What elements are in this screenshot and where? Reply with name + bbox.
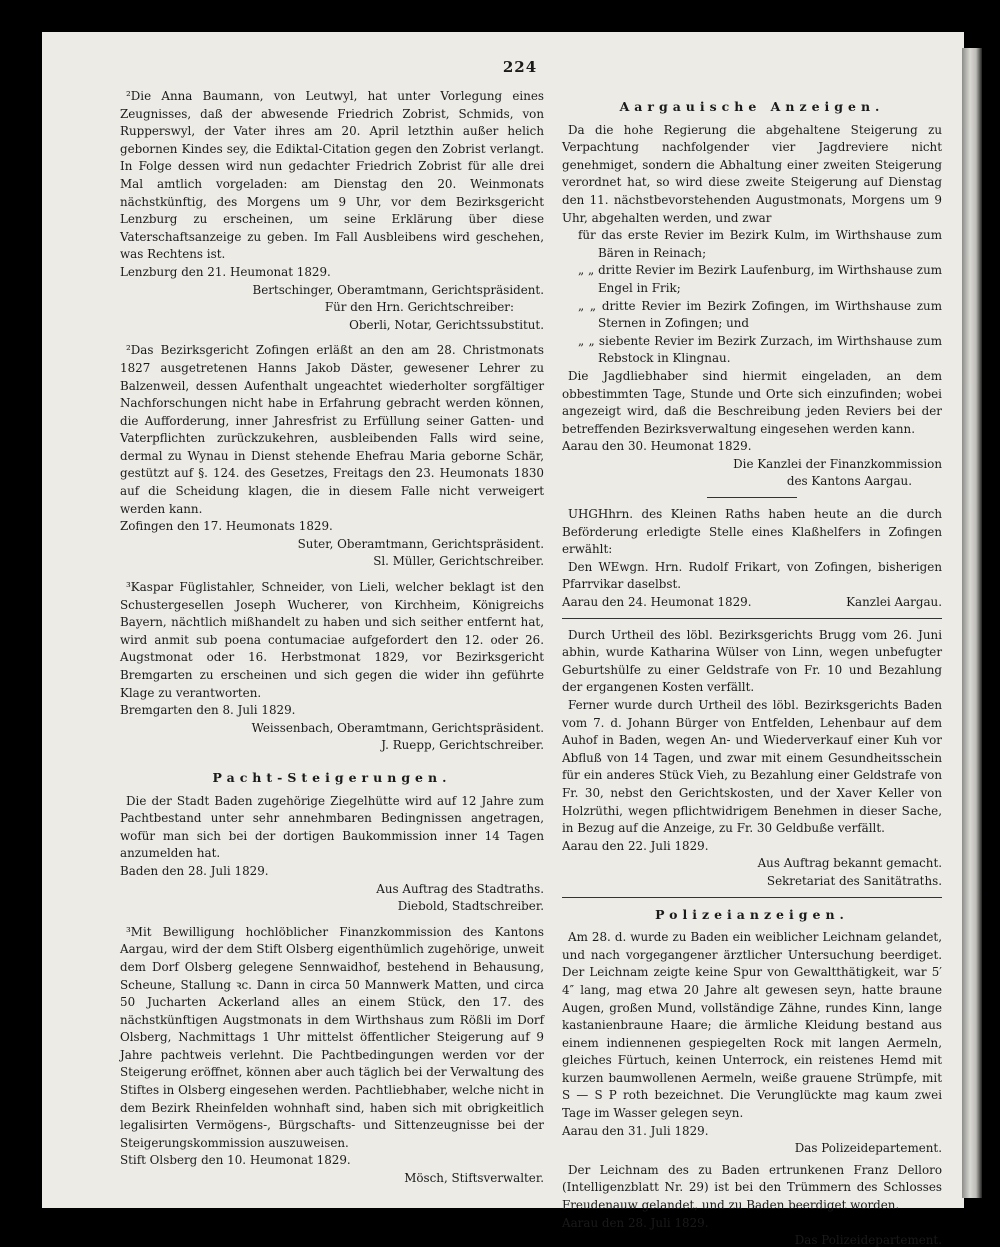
notice-text: Den WEwgn. Hrn. Rudolf Frikart, von Zofingen, bisherigen Pfarrvikar daselbst. (562, 559, 942, 592)
notice-text: Am 28. d. wurde zu Baden ein weiblicher Leichnam gelandet, und nach vorgegangener ärztlicher Untersuchung beerdiget. Der Leichnam zeigte keine Spur von Gewaltthätigkeit, war 5′ 4″ lang, mag etwa 20 Jahre alt gewesen seyn, hatte braune Augen, großen Mund, vollständige Zähne, rundes Kinn, lange kastanienbraune Haare; die ärmliche Kleidung bestand aus einem indiennenen gespiegelten Rock mit langen Aermeln, gleiches Fürtuch, keinen Unterrock, ein reistenes Hemd mit kurzen baumwollenen Aermeln, weiße grauene Strümpfe, mit S — S P roth bezeichnet. Die Verunglückte mag kaum zwei Tage im Wasser gelegen seyn. (562, 930, 942, 1121)
notice-signature: Suter, Oberamtmann, Gerichtspräsident. (297, 536, 544, 551)
notice-date: Aarau den 30. Heumonat 1829. (562, 439, 752, 454)
notice-signature: Sl. Müller, Gerichtschreiber. (373, 554, 544, 569)
notice-fueglistahler (120, 579, 544, 755)
notice-date: Lenzburg den 21. Heumonat 1829. (120, 264, 331, 279)
notice-text: ³Kaspar Füglistahler, Schneider, von Lieli, welcher beklagt ist den Schustergesellen Joseph Wucherer, von Kirchheim, Königreichs Bayern, nächtlich mißhandelt zu haben und sich seither entfernt hat, wird anmit sub poena contumaciae aufgefordert den 12. oder 26. Augstmonat oder 16. Herbstmonat 1829, vor Bezirksgericht Bremgarten zu erscheinen und sich gegen die wider ihn geführte Klage zu verantworten. (120, 580, 544, 700)
notice-signature: Das Polizeidepartement. (794, 1141, 942, 1156)
page-edge-shadow (962, 48, 982, 1198)
left-column (120, 88, 544, 1188)
notice-signature: Sekretariat des Sanitätraths. (766, 873, 942, 888)
section-heading-aargau: Aargauische Anzeigen. (619, 99, 885, 114)
notice-signature: Diebold, Stadtschreiber. (397, 899, 544, 914)
notice-text: Durch Urtheil des löbl. Bezirksgerichts Brugg vom 26. Juni abhin, wurde Katharina Wülser von Linn, wegen unbefugter Geburtshülfe zu einer Geldstrafe von Fr. 10 und Bezahlung der ergangenen Kosten verfällt. (562, 627, 942, 695)
notice-signature: Für den Hrn. Gerichtschreiber: (324, 300, 514, 315)
list-item: „ „ dritte Revier im Bezirk Zofingen, im Wirthshause zum Sternen in Zofingen; und (578, 298, 942, 331)
notice-delloro (562, 1162, 942, 1247)
notice-signature: Mösch, Stiftsverwalter. (404, 1171, 544, 1186)
list-item: „ „ dritte Revier im Bezirk Laufenburg, im Wirthshause zum Engel in Frik; (578, 263, 942, 295)
notice-date: Aarau den 28. Juli 1829. (562, 1215, 709, 1230)
divider (707, 497, 797, 498)
notice-signature: des Kantons Aargau. (786, 474, 912, 489)
notice-signature: Aus Auftrag des Stadtraths. (376, 881, 544, 896)
list-item: für das erste Revier im Bezirk Kulm, im Wirthshause zum Bären in Reinach; (578, 228, 942, 260)
notice-text: Der Leichnam des zu Baden ertrunkenen Franz Delloro (Intelligenzblatt Nr. 29) ist bei den Trümmern des Schlosses Freudenauw gelandet, und zu Baden beerdiget worden. (562, 1162, 942, 1213)
section-heading-polizei: Polizeianzeigen. (655, 906, 849, 922)
notice-leichnam (562, 929, 942, 1158)
notice-text: ²Die Anna Baumann, von Leutwyl, hat unter Vorlegung eines Zeugnisses, daß der abwesende Friedrich Zobrist, Schmids, von Rupperswyl, der Vater ihres am 20. April letzthin außer helich gebornen Kindes sey, die Ediktal-Citation gegen den Zobrist verlangt. In Folge dessen wird nun gedachter Friedrich Zobrist für alle drei Mal amtlich vorgeladen: am Dienstag den 20. Weinmonats nächstkünftig, des Morgens um 9 Uhr, vor dem Bezirksgericht Lenzburg zu erscheinen, um seine Erklärung über diese Vaterschaftsanzeige zu geben. Im Fall Ausbleibens wird geschehen, was Rechtens ist. (120, 89, 544, 262)
notice-signature: Bertschinger, Oberamtmann, Gerichtspräsident. (252, 282, 544, 297)
notice-date: Aarau den 31. Juli 1829. (562, 1123, 709, 1138)
notice-date: Bremgarten den 8. Juli 1829. (120, 703, 296, 718)
notice-date: Stift Olsberg den 10. Heumonat 1829. (120, 1153, 351, 1168)
notice-signature: Kanzlei Aargau. (846, 595, 942, 610)
notice-jagdreviere (562, 122, 942, 491)
notice-date-line (562, 594, 942, 612)
notice-text: ²Das Bezirksgericht Zofingen erläßt an den am 28. Christmonats 1827 ausgetretenen Hanns Jakob Däster, gewesener Lehrer zu Balzenweil, dessen Aufenthalt ungeachtet wiederholter sorgfältiger Nachforschungen nicht habe in Erfahrung gebracht werden können, die Aufforderung, inner Jahresfrist zu Erfüllung seiner Gatten- und Vaterpflichten zurückzukehren, ausbleibenden Falls wird seine, dermal zu Wynau in Dienst stehende Ehefrau Maria geborne Schär, gestützt auf §. 124. des Gesetzes, Freitags den 23. Heumonats 1830 auf die Scheidung klagen, die in diesem Falle nicht verweigert werden kann. (120, 343, 544, 516)
notice-text: Da die hohe Regierung die abgehaltene Steigerung zu Verpachtung nachfolgender vier Jagdreviere nicht genehmiget, sondern die Abhaltung einer zweiten Steigerung verordnet hat, so wird diese zweite Steigerung auf Dienstag den 11. nächstbevorstehenden Augustmonats, Morgens um 9 Uhr, abgehalten werden, und zwar (562, 122, 942, 225)
notice-ziegelhuette (120, 793, 544, 916)
notice-text: Ferner wurde durch Urtheil des löbl. Bezirksgerichts Baden vom 7. d. Johann Bürger von Entfelden, Lehenbaur auf dem Auhof in Baden, wegen An- und Wiederverkauf einer Kuh vor Abfluß von 14 Tagen, und zwar mit einem Gesundheitsschein für ein anderes Stück Vieh, zu Bezahlung einer Geldstrafe von Fr. 30, nebst den Gerichtskosten, und der Xaver Keller von Holzrüthi, wegen pflichtwidrigem Benehmen in dieser Sache, in Bezug auf die Anzeige, zu Fr. 30 Geldbuße verfällt. (562, 698, 942, 836)
notice-text: ³Mit Bewilligung hochlöblicher Finanzkommission des Kantons Aargau, wird der dem Stift Olsberg eigenthümlich zugehörige, unweit dem Dorf Olsberg gelegene Sennwaidhof, bestehend in Behausung, Scheune, Stallung ꝛc. Dann in circa 50 Mannwerk Matten, und circa 50 Jucharten Ackerland alles an einem Stück, den 17. des nächstkünftigen Augstmonats in dem Wirthshaus zum Rößli im Dorf Olsberg, Nachmittags 1 Uhr mittelst öffentlicher Steigerung auf 9 Jahre pachtweis verlehnt. Die Pachtbedingungen werden vor der Steigerung eröffnet, können aber auch täglich bei der Verwaltung des Stiftes in Olsberg eingesehen werden. Pachtliebhaber, welche nicht in dem Bezirk Rheinfelden wohnhaft sind, haben sich mit obrigkeitlich legalisirten Vermögens-, Bürgschafts- und Sittenzeugnisse bei der Steigerungskommission auszuweisen. (120, 924, 544, 1150)
notice-date: Aarau den 22. Juli 1829. (562, 838, 709, 853)
notice-text: UHGHhrn. des Kleinen Raths haben heute an die durch Beförderung erledigte Stelle eines Klaßhelfers in Zofingen erwählt: (562, 507, 942, 557)
notice-date: Aarau den 24. Heumonat 1829. (562, 595, 752, 610)
notice-urtheil (562, 627, 942, 891)
section-heading-pacht: Pacht-Steigerungen. (212, 769, 452, 785)
notice-signature: Die Kanzlei der Finanzkommission (733, 456, 942, 471)
notice-signature: Aus Auftrag bekannt gemacht. (757, 856, 942, 871)
notice-date: Baden den 28. Juli 1829. (120, 863, 269, 878)
notice-signature: Das Polizeidepartement. (794, 1233, 942, 1247)
notice-daester (120, 342, 544, 571)
page-number: 224 (502, 58, 538, 76)
notice-text: Die Jagdliebhaber sind hiermit eingeladen, an dem obbestimmten Tage, Stunde und Orte sich einzufinden; wobei angezeigt wird, daß die Beschreibung jeden Reviers bei der betreffenden Bezirksverwaltung eingesehen werden kann. (562, 368, 942, 436)
divider (562, 618, 942, 619)
notice-date: Zofingen den 17. Heumonats 1829. (120, 519, 333, 534)
notice-signature: J. Ruepp, Gerichtschreiber. (381, 738, 544, 753)
notice-baumann (120, 88, 544, 334)
notice-sennwaidhof (120, 924, 544, 1188)
notice-signature: Weissenbach, Oberamtmann, Gerichtspräsident. (251, 720, 544, 735)
notice-klasshelfer (562, 506, 942, 612)
right-column (562, 92, 942, 1247)
divider (562, 897, 942, 898)
notice-text: Die der Stadt Baden zugehörige Ziegelhütte wird auf 12 Jahre zum Pachtbestand unter sehr annehmbaren Bedingnissen angetragen, wofür man sich bei der dortigen Baukommission inner 14 Tagen anzumelden hat. (120, 793, 544, 861)
notice-signature: Oberli, Notar, Gerichtssubstitut. (349, 317, 544, 332)
list-item: „ „ siebente Revier im Bezirk Zurzach, im Wirthshause zum Rebstock in Klingnau. (578, 333, 942, 366)
